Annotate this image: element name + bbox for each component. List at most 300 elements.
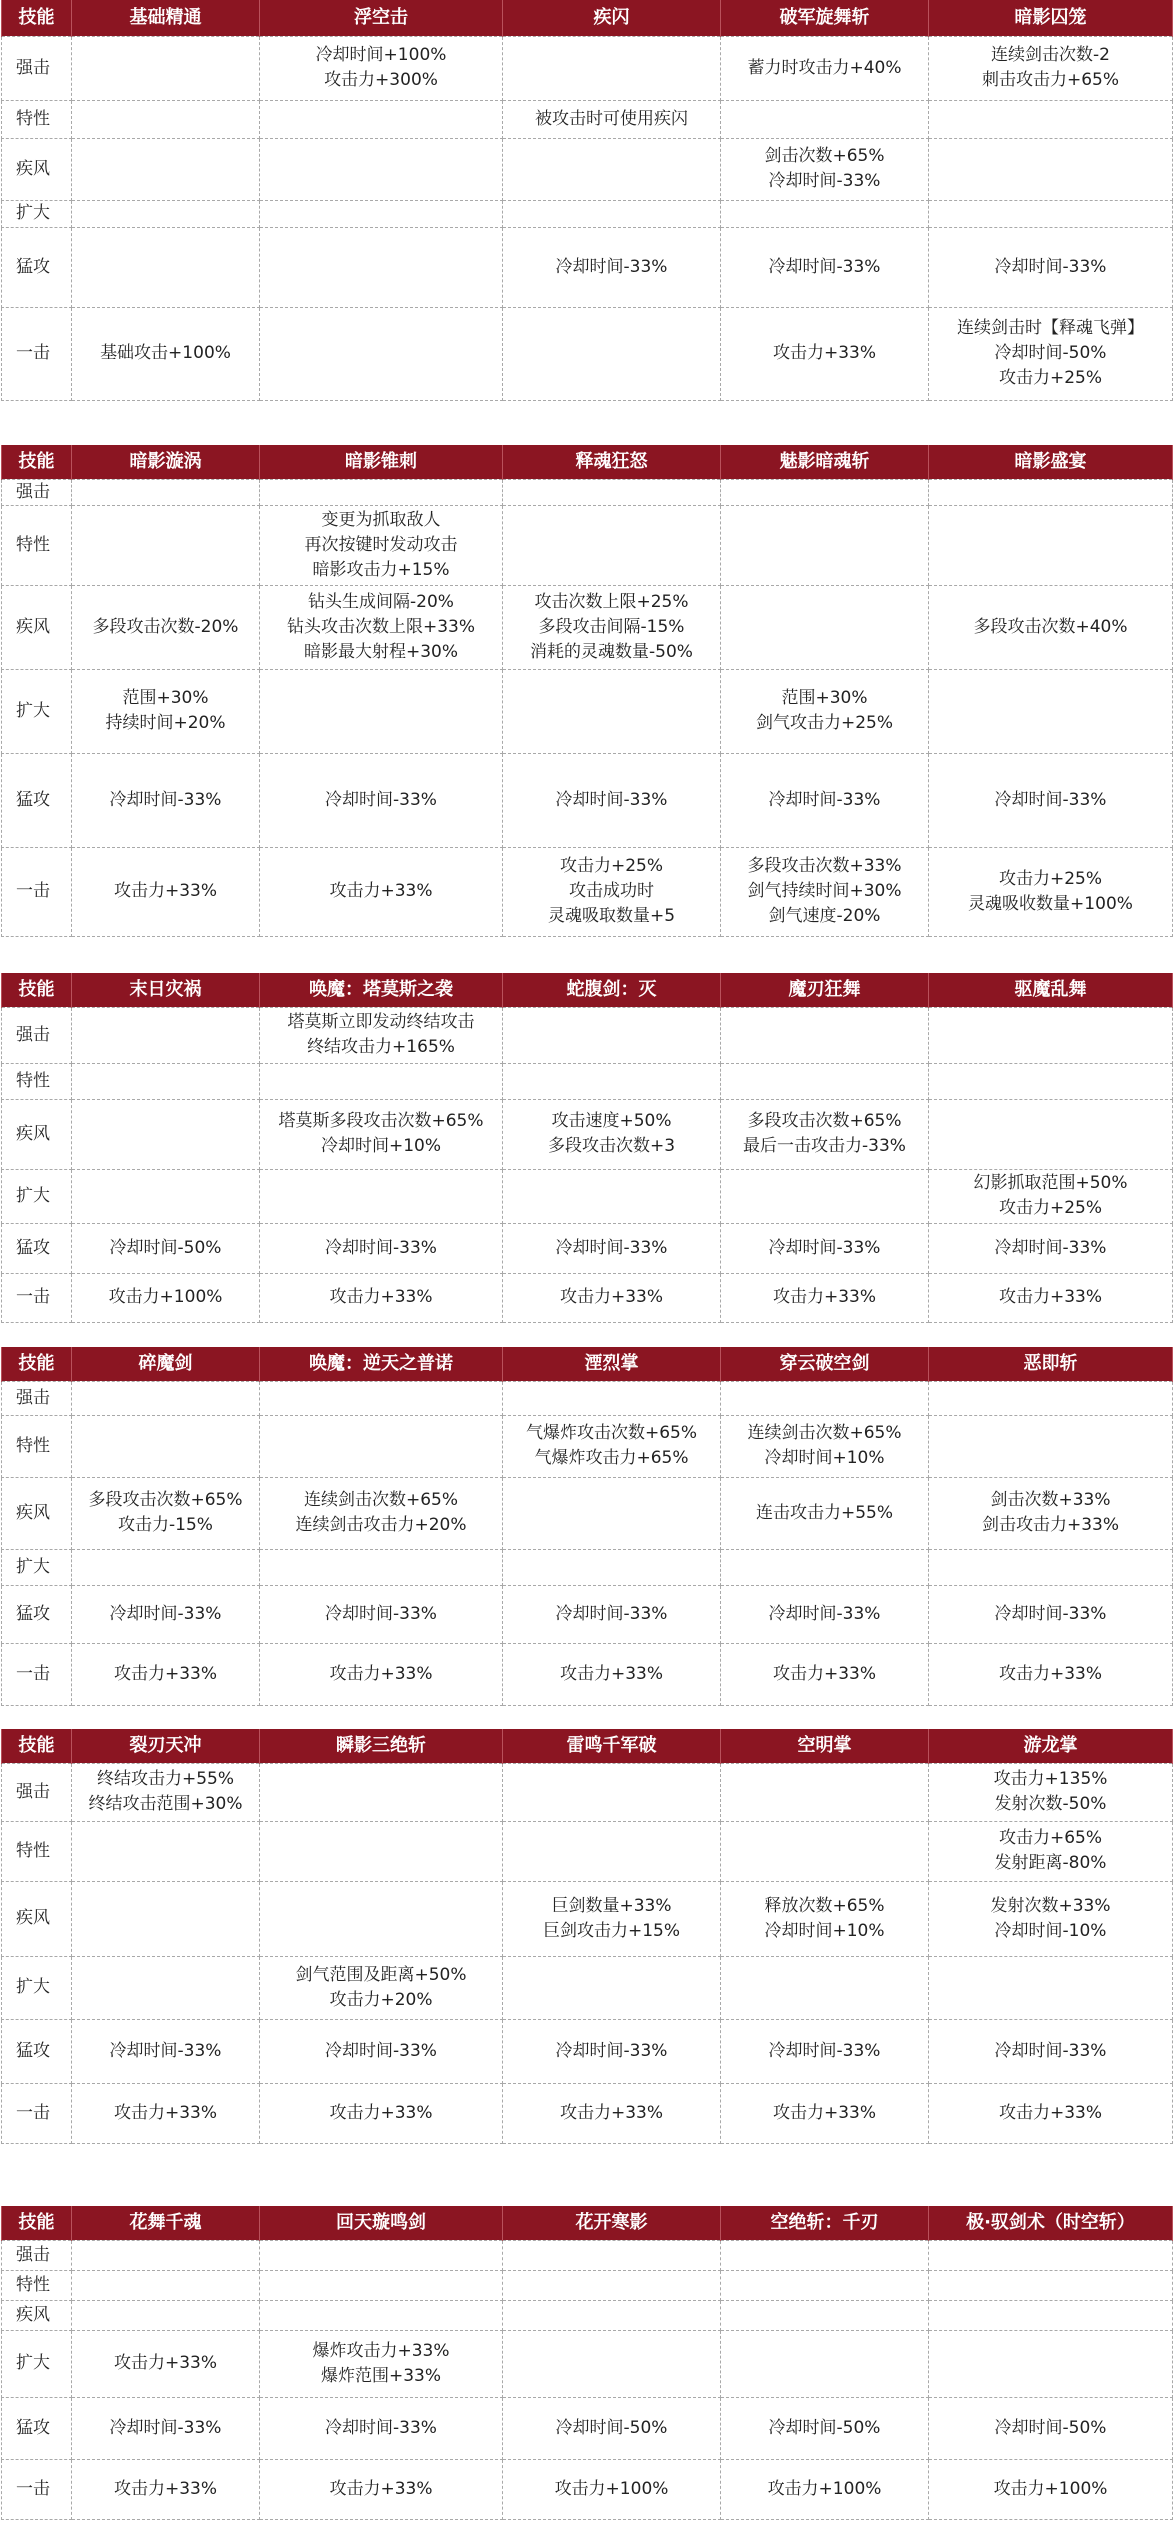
table-row xyxy=(2,2240,1173,2270)
table-row xyxy=(2,2270,1173,2300)
effect-cell xyxy=(503,36,721,100)
table-row xyxy=(2,2083,1173,2143)
table-spacer xyxy=(2,1322,1173,1350)
effect-cell xyxy=(503,505,721,585)
effect-cell xyxy=(260,307,503,400)
skill-name-header: 碎魔剑 xyxy=(72,1347,260,1381)
effect-cell xyxy=(721,1007,929,1063)
effect-cell xyxy=(503,1821,721,1881)
effect-cell: 攻击力+33% xyxy=(72,847,260,936)
effect-cell xyxy=(721,2270,929,2300)
effect-cell: 释放次数+65% 冷却时间+10% xyxy=(721,1881,929,1956)
skill-name-header: 暗影漩涡 xyxy=(72,445,260,479)
effect-cell xyxy=(721,1956,929,2019)
table-row xyxy=(2,1381,1173,1415)
table-row xyxy=(2,1821,1173,1881)
effect-cell: 攻击次数上限+25% 多段攻击间隔-15% 消耗的灵魂数量-50% xyxy=(503,585,721,669)
effect-cell: 冷却时间+100% 攻击力+300% xyxy=(260,36,503,100)
effect-cell: 爆炸攻击力+33% 爆炸范围+33% xyxy=(260,2330,503,2397)
effect-cell: 剑击次数+33% 剑击攻击力+33% xyxy=(929,1477,1173,1549)
effect-cell xyxy=(260,100,503,138)
effect-cell xyxy=(260,1063,503,1099)
effect-cell xyxy=(503,307,721,400)
table-row xyxy=(2,1099,1173,1169)
row-label: 强击 xyxy=(2,1381,72,1415)
effect-cell xyxy=(260,1549,503,1585)
skill-name-header: 恶即斩 xyxy=(929,1347,1173,1381)
header-row xyxy=(2,0,1173,36)
skill-name-header: 魔刃狂舞 xyxy=(721,973,929,1007)
row-label: 扩大 xyxy=(2,2330,72,2397)
effect-cell xyxy=(72,1169,260,1223)
header-row xyxy=(2,1347,1173,1381)
effect-cell: 冷却时间-33% xyxy=(72,2397,260,2459)
effect-cell xyxy=(72,1415,260,1477)
effect-cell: 攻击力+33% xyxy=(721,1273,929,1322)
effect-cell: 蓄力时攻击力+40% xyxy=(721,36,929,100)
effect-cell: 攻击力+100% xyxy=(929,2459,1173,2519)
table-row xyxy=(2,1477,1173,1549)
table-row xyxy=(2,669,1173,753)
effect-cell: 攻击力+33% xyxy=(72,2083,260,2143)
effect-cell: 冷却时间-33% xyxy=(260,2397,503,2459)
effect-cell xyxy=(929,1063,1173,1099)
effect-cell: 攻击力+33% xyxy=(260,847,503,936)
effect-cell xyxy=(929,479,1173,505)
effect-cell: 攻击力+33% xyxy=(929,1643,1173,1705)
row-label: 一击 xyxy=(2,1643,72,1705)
effect-cell xyxy=(721,505,929,585)
row-label: 强击 xyxy=(2,2240,72,2270)
table-row xyxy=(2,1223,1173,1273)
effect-cell: 气爆炸攻击次数+65% 气爆炸攻击力+65% xyxy=(503,1415,721,1477)
effect-cell: 钻头生成间隔-20% 钻头攻击次数上限+33% 暗影最大射程+30% xyxy=(260,585,503,669)
table-row xyxy=(2,2019,1173,2083)
effect-cell xyxy=(260,1381,503,1415)
table-row xyxy=(2,100,1173,138)
row-label-header: 技能 xyxy=(2,1347,72,1381)
effect-cell: 冷却时间-33% xyxy=(721,2019,929,2083)
row-label: 扩大 xyxy=(2,669,72,753)
row-label: 一击 xyxy=(2,2459,72,2519)
effect-cell: 攻击力+33% xyxy=(260,1273,503,1322)
effect-cell xyxy=(260,1415,503,1477)
table-row xyxy=(2,1549,1173,1585)
spacer-cell xyxy=(2,936,1173,964)
effect-cell xyxy=(503,2270,721,2300)
effect-cell: 攻击力+33% xyxy=(503,1273,721,1322)
skill-name-header: 疾闪 xyxy=(503,0,721,36)
table-row xyxy=(2,1956,1173,2019)
effect-cell xyxy=(260,1169,503,1223)
row-label: 一击 xyxy=(2,307,72,400)
effect-cell: 攻击力+33% xyxy=(721,307,929,400)
effect-cell xyxy=(929,1549,1173,1585)
effect-cell xyxy=(503,200,721,227)
effect-cell: 冷却时间-33% xyxy=(721,227,929,307)
effect-cell xyxy=(72,1099,260,1169)
effect-cell xyxy=(503,2240,721,2270)
header-row xyxy=(2,445,1173,479)
effect-cell xyxy=(721,1063,929,1099)
effect-cell xyxy=(260,479,503,505)
spacer-cell xyxy=(2,1322,1173,1350)
effect-cell: 多段攻击次数-20% xyxy=(72,585,260,669)
row-label: 特性 xyxy=(2,1063,72,1099)
effect-cell xyxy=(72,100,260,138)
effect-cell xyxy=(72,227,260,307)
skill-name-header: 末日灾祸 xyxy=(72,973,260,1007)
effect-cell xyxy=(260,138,503,200)
table-row xyxy=(2,1643,1173,1705)
row-label: 疾风 xyxy=(2,1099,72,1169)
effect-cell xyxy=(503,479,721,505)
table-row xyxy=(2,1063,1173,1099)
table-row xyxy=(2,2300,1173,2330)
skill-name-header: 回天璇鸣剑 xyxy=(260,2206,503,2240)
effect-cell xyxy=(929,138,1173,200)
effect-cell: 剑击次数+65% 冷却时间-33% xyxy=(721,138,929,200)
row-label-header: 技能 xyxy=(2,973,72,1007)
row-label: 强击 xyxy=(2,479,72,505)
skill-name-header: 花舞千魂 xyxy=(72,2206,260,2240)
effect-cell xyxy=(721,1549,929,1585)
row-label: 特性 xyxy=(2,1415,72,1477)
skill-name-header: 空绝斩：千刃 xyxy=(721,2206,929,2240)
table-spacer xyxy=(2,936,1173,964)
effect-cell xyxy=(260,2300,503,2330)
effect-cell: 冷却时间-50% xyxy=(721,2397,929,2459)
row-label: 猛攻 xyxy=(2,2019,72,2083)
effect-cell xyxy=(721,2300,929,2330)
skill-table xyxy=(1,973,1173,1350)
skill-table xyxy=(1,445,1173,964)
effect-cell: 多段攻击次数+40% xyxy=(929,585,1173,669)
effect-cell xyxy=(72,1381,260,1415)
effect-cell: 冷却时间-33% xyxy=(503,753,721,847)
row-label: 疾风 xyxy=(2,2300,72,2330)
effect-cell xyxy=(929,1415,1173,1477)
row-label: 特性 xyxy=(2,505,72,585)
effect-cell: 冷却时间-33% xyxy=(72,753,260,847)
row-label: 一击 xyxy=(2,847,72,936)
effect-cell: 连续剑击次数-2 刺击攻击力+65% xyxy=(929,36,1173,100)
effect-cell xyxy=(721,200,929,227)
skill-name-header: 极·驭剑术（时空斩） xyxy=(929,2206,1173,2240)
effect-cell xyxy=(929,1956,1173,2019)
effect-cell: 多段攻击次数+65% 攻击力-15% xyxy=(72,1477,260,1549)
effect-cell: 攻击力+33% xyxy=(72,1643,260,1705)
effect-cell: 冷却时间-33% xyxy=(503,1223,721,1273)
effect-cell: 连击攻击力+55% xyxy=(721,1477,929,1549)
effect-cell: 多段攻击次数+65% 最后一击攻击力-33% xyxy=(721,1099,929,1169)
table-row xyxy=(2,138,1173,200)
effect-cell xyxy=(503,2330,721,2397)
effect-cell xyxy=(929,505,1173,585)
row-label: 一击 xyxy=(2,2083,72,2143)
row-label: 特性 xyxy=(2,2270,72,2300)
skill-name-header: 破军旋舞斩 xyxy=(721,0,929,36)
effect-cell xyxy=(929,1381,1173,1415)
row-label: 疾风 xyxy=(2,138,72,200)
skill-table xyxy=(1,0,1173,428)
table-spacer xyxy=(2,2143,1173,2171)
skill-name-header: 花开寒影 xyxy=(503,2206,721,2240)
effect-cell: 攻击力+33% xyxy=(929,2083,1173,2143)
effect-cell xyxy=(72,505,260,585)
table-row xyxy=(2,1007,1173,1063)
effect-cell xyxy=(503,2300,721,2330)
effect-cell xyxy=(72,2300,260,2330)
effect-cell xyxy=(929,2240,1173,2270)
effect-cell: 攻击力+33% xyxy=(929,1273,1173,1322)
row-label-header: 技能 xyxy=(2,0,72,36)
row-label: 扩大 xyxy=(2,1549,72,1585)
effect-cell xyxy=(260,1763,503,1821)
effect-cell: 攻击力+65% 发射距离-80% xyxy=(929,1821,1173,1881)
row-label: 猛攻 xyxy=(2,1223,72,1273)
table-row xyxy=(2,1169,1173,1223)
effect-cell xyxy=(929,669,1173,753)
row-label: 猛攻 xyxy=(2,2397,72,2459)
effect-cell xyxy=(260,1821,503,1881)
effect-cell xyxy=(260,669,503,753)
row-label: 强击 xyxy=(2,1763,72,1821)
effect-cell xyxy=(260,2240,503,2270)
effect-cell xyxy=(929,200,1173,227)
skill-name-header: 唤魔：塔莫斯之袭 xyxy=(260,973,503,1007)
skill-name-header: 暗影锥刺 xyxy=(260,445,503,479)
effect-cell: 攻击力+33% xyxy=(72,2459,260,2519)
spacer-cell xyxy=(2,400,1173,428)
effect-cell xyxy=(503,138,721,200)
effect-cell: 攻击力+33% xyxy=(72,2330,260,2397)
effect-cell: 冷却时间-33% xyxy=(72,1585,260,1643)
effect-cell: 冷却时间-33% xyxy=(929,227,1173,307)
effect-cell: 冷却时间-33% xyxy=(721,753,929,847)
skill-name-header: 暗影盛宴 xyxy=(929,445,1173,479)
skill-name-header: 暗影囚笼 xyxy=(929,0,1173,36)
effect-cell: 冷却时间-33% xyxy=(721,1585,929,1643)
effect-cell xyxy=(721,585,929,669)
effect-cell: 冷却时间-50% xyxy=(503,2397,721,2459)
effect-cell: 冷却时间-33% xyxy=(260,1585,503,1643)
skill-table xyxy=(1,2206,1173,2520)
effect-cell xyxy=(72,200,260,227)
skill-table xyxy=(1,1729,1173,2171)
effect-cell xyxy=(72,1821,260,1881)
effect-cell: 冷却时间-33% xyxy=(72,2019,260,2083)
effect-cell: 攻击力+100% xyxy=(721,2459,929,2519)
effect-cell: 攻击力+33% xyxy=(721,2083,929,2143)
table-row xyxy=(2,36,1173,100)
effect-cell xyxy=(721,2240,929,2270)
effect-cell: 范围+30% 剑气攻击力+25% xyxy=(721,669,929,753)
effect-cell xyxy=(260,2270,503,2300)
skill-table xyxy=(1,1347,1173,1733)
table-row xyxy=(2,479,1173,505)
effect-cell xyxy=(721,1169,929,1223)
table-row xyxy=(2,1763,1173,1821)
effect-cell xyxy=(929,2330,1173,2397)
effect-cell: 连续剑击次数+65% 连续剑击攻击力+20% xyxy=(260,1477,503,1549)
effect-cell: 冷却时间-50% xyxy=(929,2397,1173,2459)
table-row xyxy=(2,753,1173,847)
effect-cell: 冷却时间-33% xyxy=(721,1223,929,1273)
effect-cell: 冷却时间-33% xyxy=(929,1585,1173,1643)
effect-cell xyxy=(503,1381,721,1415)
row-label: 扩大 xyxy=(2,200,72,227)
row-label: 强击 xyxy=(2,1007,72,1063)
effect-cell xyxy=(503,1007,721,1063)
skill-name-header: 唤魔：逆天之普诺 xyxy=(260,1347,503,1381)
effect-cell xyxy=(503,1169,721,1223)
effect-cell xyxy=(721,479,929,505)
table-row xyxy=(2,505,1173,585)
effect-cell: 冷却时间-50% xyxy=(72,1223,260,1273)
effect-cell xyxy=(260,1881,503,1956)
row-label: 扩大 xyxy=(2,1169,72,1223)
effect-cell: 攻击力+33% xyxy=(260,2083,503,2143)
effect-cell: 冷却时间-33% xyxy=(503,227,721,307)
spacer-cell xyxy=(2,2143,1173,2171)
effect-cell: 攻击力+25% 灵魂吸收数量+100% xyxy=(929,847,1173,936)
effect-cell xyxy=(260,200,503,227)
effect-cell xyxy=(721,1821,929,1881)
header-row xyxy=(2,1729,1173,1763)
effect-cell: 多段攻击次数+33% 剑气持续时间+30% 剑气速度-20% xyxy=(721,847,929,936)
skill-name-header: 穿云破空剑 xyxy=(721,1347,929,1381)
effect-cell: 冷却时间-33% xyxy=(260,2019,503,2083)
row-label-header: 技能 xyxy=(2,445,72,479)
effect-cell: 巨剑数量+33% 巨剑攻击力+15% xyxy=(503,1881,721,1956)
effect-cell xyxy=(72,2240,260,2270)
table-row xyxy=(2,200,1173,227)
effect-cell: 攻击力+33% xyxy=(503,1643,721,1705)
row-label: 疾风 xyxy=(2,1881,72,1956)
effect-cell xyxy=(72,2270,260,2300)
effect-cell: 剑气范围及距离+50% 攻击力+20% xyxy=(260,1956,503,2019)
effect-cell: 塔莫斯立即发动终结攻击 终结攻击力+165% xyxy=(260,1007,503,1063)
skill-name-header: 湮烈掌 xyxy=(503,1347,721,1381)
effect-cell: 冷却时间-33% xyxy=(929,2019,1173,2083)
table-row xyxy=(2,585,1173,669)
effect-cell: 连续剑击次数+65% 冷却时间+10% xyxy=(721,1415,929,1477)
row-label: 猛攻 xyxy=(2,1585,72,1643)
effect-cell: 范围+30% 持续时间+20% xyxy=(72,669,260,753)
effect-cell: 攻击力+100% xyxy=(503,2459,721,2519)
effect-cell xyxy=(929,1099,1173,1169)
effect-cell: 攻击力+135% 发射次数-50% xyxy=(929,1763,1173,1821)
effect-cell: 终结攻击力+55% 终结攻击范围+30% xyxy=(72,1763,260,1821)
table-row xyxy=(2,1273,1173,1322)
skill-name-header: 释魂狂怒 xyxy=(503,445,721,479)
table-row xyxy=(2,1881,1173,1956)
skill-name-header: 裂刃天冲 xyxy=(72,1729,260,1763)
skill-name-header: 雷鸣千军破 xyxy=(503,1729,721,1763)
effect-cell: 冷却时间-33% xyxy=(260,1223,503,1273)
effect-cell xyxy=(503,669,721,753)
table-row xyxy=(2,1415,1173,1477)
effect-cell: 攻击力+33% xyxy=(503,2083,721,2143)
effect-cell xyxy=(260,227,503,307)
row-label: 特性 xyxy=(2,1821,72,1881)
effect-cell xyxy=(72,138,260,200)
table-row xyxy=(2,227,1173,307)
row-label: 扩大 xyxy=(2,1956,72,2019)
effect-cell: 冷却时间-33% xyxy=(929,753,1173,847)
effect-cell: 幻影抓取范围+50% 攻击力+25% xyxy=(929,1169,1173,1223)
effect-cell xyxy=(929,2300,1173,2330)
effect-cell xyxy=(929,2270,1173,2300)
row-label: 疾风 xyxy=(2,585,72,669)
effect-cell: 冷却时间-33% xyxy=(503,1585,721,1643)
skill-name-header: 驱魔乱舞 xyxy=(929,973,1173,1007)
effect-cell: 变更为抓取敌人 再次按键时发动攻击 暗影攻击力+15% xyxy=(260,505,503,585)
header-row xyxy=(2,973,1173,1007)
table-row xyxy=(2,2330,1173,2397)
table-row xyxy=(2,2397,1173,2459)
effect-cell xyxy=(721,1381,929,1415)
effect-cell xyxy=(721,100,929,138)
skill-name-header: 浮空击 xyxy=(260,0,503,36)
effect-cell: 攻击力+33% xyxy=(721,1643,929,1705)
row-label: 强击 xyxy=(2,36,72,100)
effect-cell: 发射次数+33% 冷却时间-10% xyxy=(929,1881,1173,1956)
table-spacer xyxy=(2,400,1173,428)
effect-cell xyxy=(503,1477,721,1549)
effect-cell: 攻击力+33% xyxy=(260,2459,503,2519)
effect-cell xyxy=(72,1549,260,1585)
skill-name-header: 游龙掌 xyxy=(929,1729,1173,1763)
row-label: 猛攻 xyxy=(2,753,72,847)
table-row xyxy=(2,1585,1173,1643)
effect-cell: 攻击力+33% xyxy=(260,1643,503,1705)
effect-cell xyxy=(503,1063,721,1099)
effect-cell: 攻击力+25% 攻击成功时 灵魂吸取数量+5 xyxy=(503,847,721,936)
effect-cell xyxy=(503,1763,721,1821)
effect-cell: 被攻击时可使用疾闪 xyxy=(503,100,721,138)
row-label-header: 技能 xyxy=(2,2206,72,2240)
skill-name-header: 瞬影三绝斩 xyxy=(260,1729,503,1763)
header-row xyxy=(2,2206,1173,2240)
effect-cell: 冷却时间-33% xyxy=(503,2019,721,2083)
effect-cell xyxy=(503,1956,721,2019)
effect-cell: 攻击力+100% xyxy=(72,1273,260,1322)
effect-cell: 冷却时间-33% xyxy=(260,753,503,847)
table-row xyxy=(2,307,1173,400)
effect-cell xyxy=(721,1763,929,1821)
effect-cell: 基础攻击+100% xyxy=(72,307,260,400)
table-row xyxy=(2,847,1173,936)
row-label: 特性 xyxy=(2,100,72,138)
effect-cell xyxy=(72,479,260,505)
effect-cell xyxy=(503,1549,721,1585)
effect-cell xyxy=(929,1007,1173,1063)
effect-cell xyxy=(72,1063,260,1099)
effect-cell xyxy=(721,2330,929,2397)
effect-cell xyxy=(72,1956,260,2019)
effect-cell: 塔莫斯多段攻击次数+65% 冷却时间+10% xyxy=(260,1099,503,1169)
effect-cell: 冷却时间-33% xyxy=(929,1223,1173,1273)
effect-cell: 连续剑击时【释魂飞弹】 冷却时间-50% 攻击力+25% xyxy=(929,307,1173,400)
effect-cell xyxy=(72,1007,260,1063)
effect-cell xyxy=(72,1881,260,1956)
row-label: 猛攻 xyxy=(2,227,72,307)
row-label: 一击 xyxy=(2,1273,72,1322)
effect-cell xyxy=(72,36,260,100)
effect-cell: 攻击速度+50% 多段攻击次数+3 xyxy=(503,1099,721,1169)
